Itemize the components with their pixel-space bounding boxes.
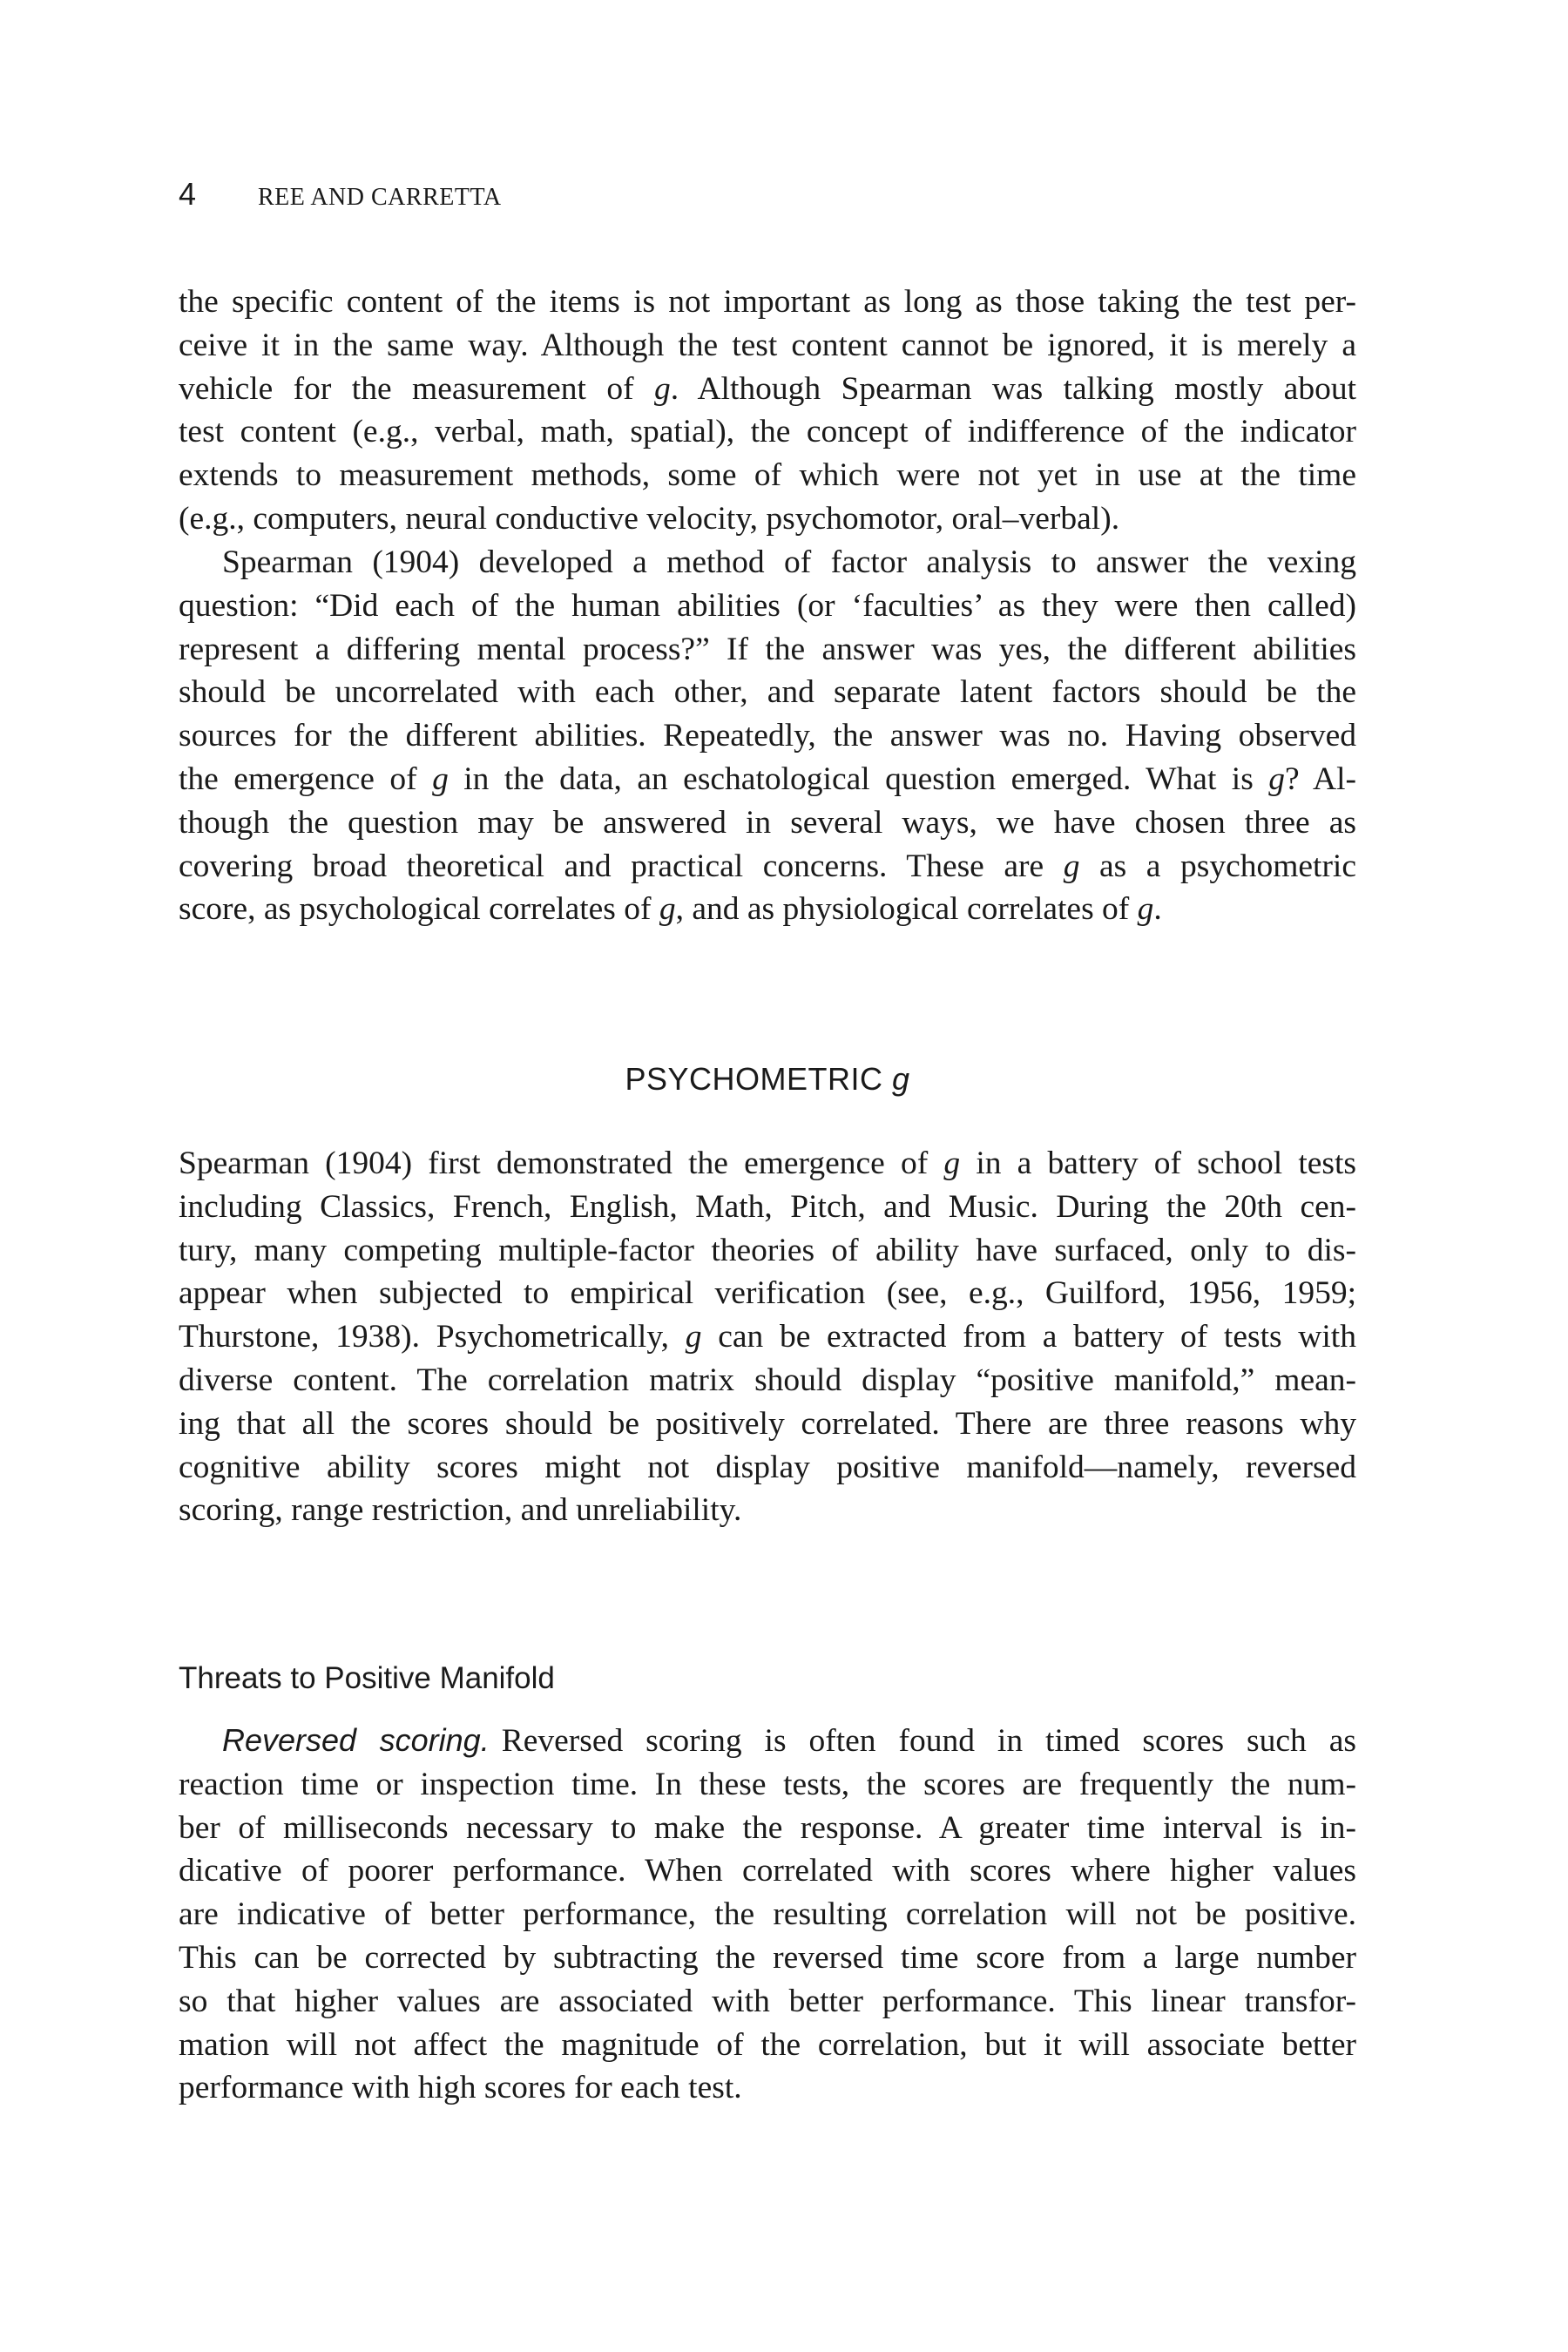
heading-g-symbol: g bbox=[892, 1061, 910, 1097]
text-line: so that higher values are associated with better performance. This linear transfor- bbox=[179, 1983, 1356, 2019]
text-line: tury, many competing multiple-factor theories of ability have surfaced, only to dis- bbox=[179, 1232, 1356, 1268]
text-line: should be uncorrelated with each other, and separate latent factors should be the bbox=[179, 674, 1356, 711]
g-symbol: g bbox=[943, 1146, 961, 1181]
text-line: score, as psychological correlates of g, and as physiological correlates of g. bbox=[179, 891, 1162, 928]
text-line: though the question may be answered in several ways, we have chosen three as bbox=[179, 804, 1356, 841]
text-line: question: “Did each of the human abilities (or ‘faculties’ as they were then called) bbox=[179, 587, 1356, 624]
text-line: cognitive ability scores might not display positive manifold—namely, reversed bbox=[179, 1449, 1356, 1485]
text-line: reaction time or inspection time. In these tests, the scores are frequently the num- bbox=[179, 1766, 1356, 1802]
g-symbol: g bbox=[432, 760, 449, 797]
text-line: mation will not affect the magnitude of the correlation, but it will associate better bbox=[179, 2026, 1356, 2063]
text-line: dicative of poorer performance. When correlated with scores where higher values bbox=[179, 1853, 1356, 1889]
text-line: ing that all the scores should be positively correlated. There are three reasons why bbox=[179, 1405, 1356, 1442]
page-number: 4 bbox=[179, 176, 197, 212]
text-line: Thurstone, 1938). Psychometrically, g can be extracted from a battery of tests with bbox=[179, 1319, 1356, 1355]
section-heading: PSYCHOMETRIC g bbox=[625, 1061, 910, 1097]
text-line: covering broad theoretical and practical concerns. These are g as a psychometric bbox=[179, 848, 1357, 884]
subsection-heading: Threats to Positive Manifold bbox=[179, 1661, 555, 1695]
g-symbol: g bbox=[1063, 848, 1080, 884]
text-line: scoring, range restriction, and unreliability. bbox=[179, 1492, 742, 1529]
text-line: vehicle for the measurement of g. Although Spearman was talking mostly about bbox=[179, 370, 1356, 407]
g-symbol: g bbox=[1137, 891, 1154, 928]
text-line: the emergence of g in the data, an eschatological question emerged. What is g? Al- bbox=[179, 760, 1356, 797]
g-symbol: g bbox=[654, 370, 671, 407]
text-line: extends to measurement methods, some of which were not yet in use at the time bbox=[179, 457, 1356, 494]
text-line: ceive it in the same way. Although the test content cannot be ignored, it is merely a bbox=[179, 327, 1356, 363]
paragraph-continued bbox=[179, 280, 1356, 541]
paragraph-reversed-scoring bbox=[179, 1719, 1356, 2110]
text-line: diverse content. The correlation matrix should display “positive manifold,” mean- bbox=[179, 1362, 1356, 1398]
g-symbol: g bbox=[685, 1319, 702, 1355]
text-line: including Classics, French, English, Math, Pitch, and Music. During the 20th cen- bbox=[179, 1188, 1356, 1225]
text-line: represent a differing mental process?” If the answer was yes, the different abilities bbox=[179, 631, 1356, 667]
text-line: are indicative of better performance, the resulting correlation will not be positive. bbox=[179, 1896, 1356, 1933]
text-line: performance with high scores for each test. bbox=[179, 2070, 742, 2106]
text-line: Spearman (1904) first demonstrated the emergence of g in a battery of school tests bbox=[179, 1146, 1356, 1181]
text-line: Spearman (1904) developed a method of factor analysis to answer the vexing bbox=[222, 544, 1356, 580]
running-head-authors: REE AND CARRETTA bbox=[258, 184, 502, 211]
paragraph-psychometric-g bbox=[179, 1142, 1356, 1532]
text-line: test content (e.g., verbal, math, spatial), the concept of indifference of the indicator bbox=[179, 414, 1356, 450]
paragraph-spearman-1904 bbox=[179, 541, 1356, 931]
text-line: (e.g., computers, neural conductive velocity, psychomotor, oral–verbal). bbox=[179, 500, 1120, 537]
g-symbol: g bbox=[1268, 760, 1285, 797]
text-line: This can be corrected by subtracting the reversed time score from a large number bbox=[179, 1939, 1356, 1976]
text-line: Reversed scoring. Reversed scoring is often found in timed scores such as bbox=[222, 1722, 1356, 1759]
text-line: ber of milliseconds necessary to make the response. A greater time interval is in- bbox=[179, 1809, 1356, 1846]
run-in-heading: Reversed scoring. bbox=[222, 1722, 490, 1758]
g-symbol: g bbox=[659, 891, 676, 928]
text-line: the specific content of the items is not important as long as those taking the test per- bbox=[179, 284, 1356, 320]
running-head bbox=[179, 176, 502, 213]
text-line: appear when subjected to empirical verification (see, e.g., Guilford, 1956, 1959; bbox=[179, 1275, 1356, 1312]
text-line: sources for the different abilities. Repeatedly, the answer was no. Having observed bbox=[179, 718, 1356, 754]
